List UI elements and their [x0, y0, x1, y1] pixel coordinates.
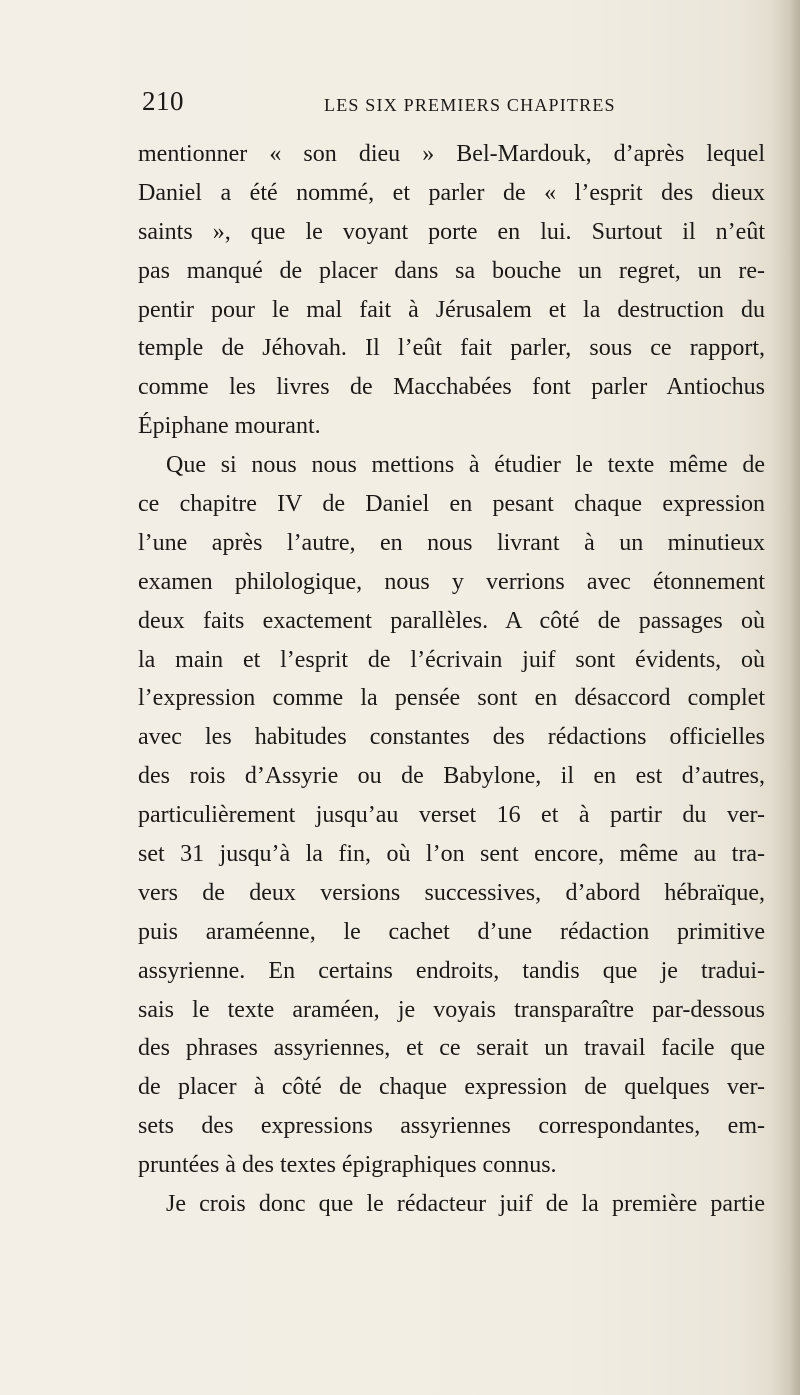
page-edge-shadow — [772, 0, 800, 1395]
text-line: puis araméenne, le cachet d’une rédaction primitive — [138, 918, 765, 945]
text-line: avec les habitudes constantes des rédactions officielles — [138, 724, 765, 751]
page-header — [142, 86, 762, 126]
text-line: l’une après l’autre, en nous livrant à un minutieux — [138, 529, 765, 556]
text-line: pas manqué de placer dans sa bouche un regret, un re- — [138, 257, 765, 284]
text-line: pentir pour le mal fait à Jérusalem et la destruction du — [138, 296, 765, 323]
text-line: particulièrement jusqu’au verset 16 et à partir du ver- — [138, 802, 765, 829]
text-line: sets des expressions assyriennes correspondantes, em- — [138, 1113, 765, 1140]
text-line: saints », que le voyant porte en lui. Surtout il n’eût — [138, 218, 765, 245]
text-line: Je crois donc que le rédacteur juif de la première partie — [166, 1191, 765, 1218]
text-line: des rois d’Assyrie ou de Babylone, il en est d’autres, — [138, 763, 765, 790]
text-line: ce chapitre IV de Daniel en pesant chaque expression — [138, 491, 765, 518]
text-line: mentionner « son dieu » Bel-Mardouk, d’après lequel — [138, 141, 765, 167]
text-line: des phrases assyriennes, et ce serait un travail facile que — [138, 1035, 765, 1062]
text-line: examen philologique, nous y verrions avec étonnement — [138, 568, 765, 595]
text-line: comme les livres de Macchabées font parler Antiochus — [138, 374, 765, 401]
text-line: sais le texte araméen, je voyais transparaître par-dessous — [138, 996, 765, 1023]
text-line: assyrienne. En certains endroits, tandis que je tradui- — [138, 957, 765, 984]
page-number: 210 — [142, 86, 184, 116]
running-head: LES SIX PREMIERS CHAPITRES — [324, 95, 616, 115]
text-line: pruntées à des textes épigraphiques connus. — [138, 1152, 557, 1179]
text-line: deux faits exactement parallèles. A côté de passages où — [138, 607, 765, 634]
text-line: l’expression comme la pensée sont en désaccord complet — [138, 685, 765, 712]
text-line: set 31 jusqu’à la fin, où l’on sent encore, même au tra- — [138, 841, 765, 868]
text-line: Daniel a été nommé, et parler de « l’esprit des dieux — [138, 179, 765, 206]
text-line: de placer à côté de chaque expression de quelques ver- — [138, 1074, 765, 1101]
text-line: Épiphane mourant. — [138, 413, 321, 440]
body-text — [138, 135, 765, 1224]
text-line: vers de deux versions successives, d’abord hébraïque, — [138, 879, 765, 906]
text-line: la main et l’esprit de l’écrivain juif sont évidents, où — [138, 646, 765, 673]
text-line: Que si nous nous mettions à étudier le texte même de — [166, 452, 765, 479]
text-line: temple de Jéhovah. Il l’eût fait parler, sous ce rapport, — [138, 335, 765, 362]
